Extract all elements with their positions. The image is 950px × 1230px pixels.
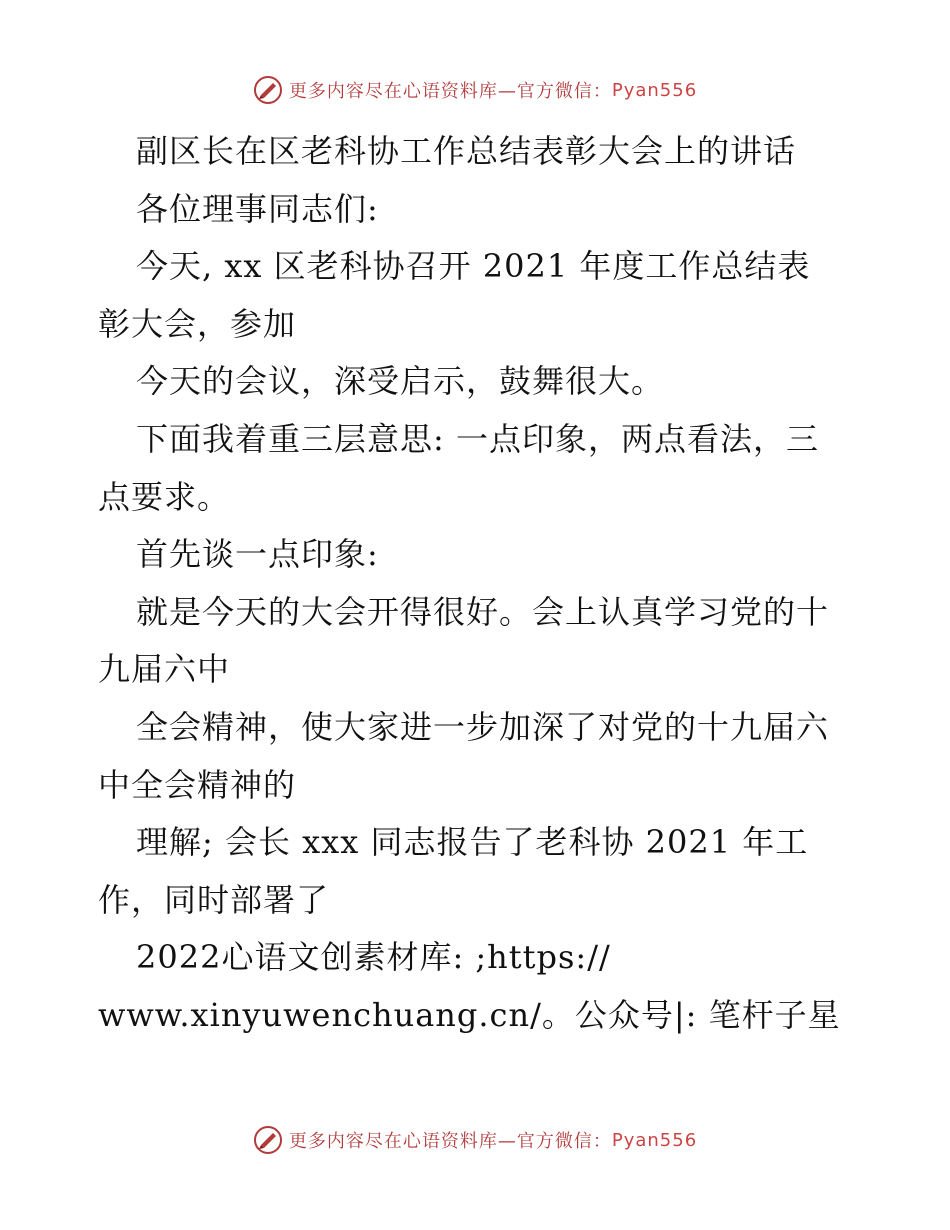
doc-line-9: 就是今天的大会开得很好。会上认真学习党的十 bbox=[136, 592, 830, 631]
doc-line-3: 今天, xx 区老科协召开 2021 年度工作总结表 bbox=[136, 247, 811, 286]
doc-line-10: 九届六中 bbox=[98, 650, 231, 689]
pen-logo-icon bbox=[253, 75, 283, 105]
doc-line-16: www.xinyuwenchuang.cn/。公众号|: 笔杆子星 bbox=[98, 995, 841, 1034]
header-banner bbox=[0, 70, 950, 110]
footer-banner bbox=[0, 1120, 950, 1160]
doc-line-8: 首先谈一点印象: bbox=[136, 535, 379, 574]
doc-line-7: 点要求。 bbox=[98, 477, 231, 516]
doc-line-2: 各位理事同志们: bbox=[136, 189, 379, 228]
doc-line-1: 副区长在区老科协工作总结表彰大会上的讲话 bbox=[136, 132, 797, 170]
doc-line-12: 中全会精神的 bbox=[98, 765, 297, 804]
doc-line-4: 彰大会，参加 bbox=[98, 304, 297, 343]
doc-line-5: 今天的会议，深受启示，鼓舞很大。 bbox=[136, 362, 665, 401]
footer-banner-id: Pyan556 bbox=[611, 1129, 698, 1151]
doc-line-15: 2022心语文创素材库: ;https:// bbox=[136, 938, 611, 977]
document-body bbox=[98, 123, 858, 1045]
doc-line-11: 全会精神，使大家进一步加深了对党的十九届六 bbox=[136, 707, 830, 746]
doc-line-14: 作，同时部署了 bbox=[98, 880, 330, 919]
doc-line-6: 下面我着重三层意思: 一点印象，两点看法，三 bbox=[136, 419, 819, 458]
footer-banner-text: 更多内容尽在心语资料库—官方微信： bbox=[288, 1131, 612, 1152]
pen-logo-icon bbox=[253, 1125, 283, 1155]
header-banner-id: Pyan556 bbox=[611, 79, 698, 101]
doc-line-13: 理解; 会长 xxx 同志报告了老科协 2021 年工 bbox=[136, 823, 809, 862]
header-banner-text: 更多内容尽在心语资料库—官方微信： bbox=[288, 81, 612, 102]
